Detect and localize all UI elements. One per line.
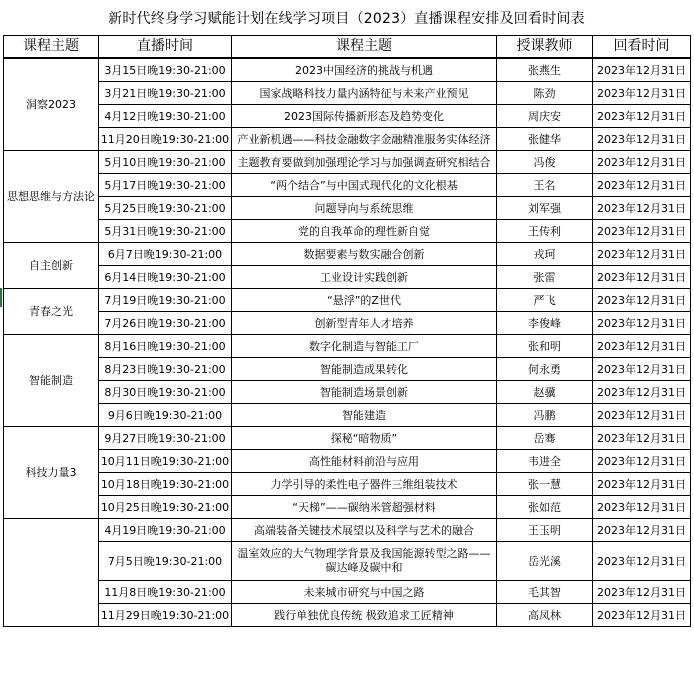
replay-time-cell[interactable]: 2023年12月31日 xyxy=(593,220,691,243)
replay-time-cell[interactable]: 2023年12月31日 xyxy=(593,604,691,627)
topic-cell[interactable]: “悬浮”的Z世代 xyxy=(232,289,497,312)
group-name-cell[interactable]: 思想思维与方法论 xyxy=(4,151,99,243)
table-row xyxy=(4,289,691,312)
replay-time-cell[interactable]: 2023年12月31日 xyxy=(593,151,691,174)
teacher-cell[interactable]: 冯鹏 xyxy=(497,404,593,427)
live-time-cell[interactable]: 6月7日晚19:30-21:00 xyxy=(99,243,232,266)
topic-cell[interactable]: 智能制造成果转化 xyxy=(232,358,497,381)
topic-cell[interactable]: 数据要素与数实融合创新 xyxy=(232,243,497,266)
teacher-cell[interactable]: 王名 xyxy=(497,174,593,197)
table-row xyxy=(4,473,691,496)
teacher-cell[interactable]: 赵骥 xyxy=(497,381,593,404)
teacher-cell[interactable]: 王玉明 xyxy=(497,519,593,542)
schedule-body xyxy=(4,58,691,627)
teacher-cell[interactable]: 戎珂 xyxy=(497,243,593,266)
topic-cell[interactable]: 智能制造场景创新 xyxy=(232,381,497,404)
replay-time-cell[interactable]: 2023年12月31日 xyxy=(593,542,691,581)
header-teacher[interactable]: 授课教师 xyxy=(497,36,593,59)
group-name-cell[interactable]: 智能制造 xyxy=(4,335,99,427)
topic-cell[interactable]: 产业新机遇——科技金融数字金融精准服务实体经济 xyxy=(232,128,497,151)
table-row xyxy=(4,519,691,542)
replay-time-cell[interactable]: 2023年12月31日 xyxy=(593,381,691,404)
replay-time-cell[interactable]: 2023年12月31日 xyxy=(593,581,691,604)
replay-time-cell[interactable]: 2023年12月31日 xyxy=(593,128,691,151)
group-name-cell[interactable]: 科技力量3 xyxy=(4,427,99,519)
topic-cell[interactable]: 高性能材料前沿与应用 xyxy=(232,450,497,473)
teacher-cell[interactable]: 陈劲 xyxy=(497,82,593,105)
header-theme[interactable]: 课程主题 xyxy=(4,36,99,59)
live-time-cell[interactable]: 5月10日晚19:30-21:00 xyxy=(99,151,232,174)
replay-time-cell[interactable]: 2023年12月31日 xyxy=(593,335,691,358)
topic-cell[interactable]: 2023国际传播新形态及趋势变化 xyxy=(232,105,497,128)
live-time-cell[interactable]: 11月8日晚19:30-21:00 xyxy=(99,581,232,604)
group-name-cell[interactable]: 自主创新 xyxy=(4,243,99,289)
table-row xyxy=(4,82,691,105)
table-row xyxy=(4,243,691,266)
topic-cell[interactable]: 2023中国经济的挑战与机遇 xyxy=(232,58,497,82)
table-row xyxy=(4,105,691,128)
topic-cell[interactable]: 未来城市研究与中国之路 xyxy=(232,581,497,604)
live-time-cell[interactable]: 3月15日晚19:30-21:00 xyxy=(99,58,232,82)
topic-cell[interactable]: 工业设计实践创新 xyxy=(232,266,497,289)
table-row xyxy=(4,174,691,197)
replay-time-cell[interactable]: 2023年12月31日 xyxy=(593,519,691,542)
replay-time-cell[interactable]: 2023年12月31日 xyxy=(593,197,691,220)
replay-time-cell[interactable]: 2023年12月31日 xyxy=(593,450,691,473)
live-time-cell[interactable]: 8月16日晚19:30-21:00 xyxy=(99,335,232,358)
live-time-cell[interactable]: 5月25日晚19:30-21:00 xyxy=(99,197,232,220)
replay-time-cell[interactable]: 2023年12月31日 xyxy=(593,404,691,427)
table-row xyxy=(4,404,691,427)
replay-time-cell[interactable]: 2023年12月31日 xyxy=(593,289,691,312)
table-row xyxy=(4,450,691,473)
replay-time-cell[interactable]: 2023年12月31日 xyxy=(593,105,691,128)
replay-time-cell[interactable]: 2023年12月31日 xyxy=(593,174,691,197)
replay-time-cell[interactable]: 2023年12月31日 xyxy=(593,58,691,82)
teacher-cell[interactable]: 冯俊 xyxy=(497,151,593,174)
replay-time-cell[interactable]: 2023年12月31日 xyxy=(593,266,691,289)
row-selection-marker xyxy=(0,288,2,307)
header-row xyxy=(4,36,691,59)
teacher-cell[interactable]: 张和明 xyxy=(497,335,593,358)
replay-time-cell[interactable]: 2023年12月31日 xyxy=(593,243,691,266)
live-time-cell[interactable]: 8月30日晚19:30-21:00 xyxy=(99,381,232,404)
replay-time-cell[interactable]: 2023年12月31日 xyxy=(593,496,691,519)
live-time-cell[interactable]: 10月11日晚19:30-21:00 xyxy=(99,450,232,473)
live-time-cell[interactable]: 5月31日晚19:30-21:00 xyxy=(99,220,232,243)
group-name-cell[interactable]: 洞察2023 xyxy=(4,58,99,151)
live-time-cell[interactable]: 7月5日晚19:30-21:00 xyxy=(99,542,232,581)
live-time-cell[interactable]: 10月18日晚19:30-21:00 xyxy=(99,473,232,496)
live-time-cell[interactable]: 4月12日晚19:30-21:00 xyxy=(99,105,232,128)
live-time-cell[interactable]: 5月17日晚19:30-21:00 xyxy=(99,174,232,197)
table-row xyxy=(4,266,691,289)
topic-cell[interactable]: 践行单独优良传统 极致追求工匠精神 xyxy=(232,604,497,627)
live-time-cell[interactable]: 7月19日晚19:30-21:00 xyxy=(99,289,232,312)
table-row xyxy=(4,312,691,335)
teacher-cell[interactable]: 韦进全 xyxy=(497,450,593,473)
table-row xyxy=(4,358,691,381)
live-time-cell[interactable]: 7月26日晚19:30-21:00 xyxy=(99,312,232,335)
header-live-time[interactable]: 直播时间 xyxy=(99,36,232,59)
group-name-cell[interactable]: 青春之光 xyxy=(4,289,99,335)
teacher-cell[interactable]: 李俊峰 xyxy=(497,312,593,335)
teacher-cell[interactable]: 刘军强 xyxy=(497,197,593,220)
topic-cell[interactable]: 国家战略科技力量内涵特征与未来产业预见 xyxy=(232,82,497,105)
replay-time-cell[interactable]: 2023年12月31日 xyxy=(593,358,691,381)
replay-time-cell[interactable]: 2023年12月31日 xyxy=(593,427,691,450)
teacher-cell[interactable]: 岳骞 xyxy=(497,427,593,450)
table-row xyxy=(4,58,691,82)
teacher-cell[interactable]: 岳光溪 xyxy=(497,542,593,581)
table-row xyxy=(4,220,691,243)
teacher-cell[interactable]: 张如范 xyxy=(497,496,593,519)
teacher-cell[interactable]: 张一慧 xyxy=(497,473,593,496)
replay-time-cell[interactable]: 2023年12月31日 xyxy=(593,473,691,496)
topic-cell[interactable]: “两个结合”与中国式现代化的文化根基 xyxy=(232,174,497,197)
table-row xyxy=(4,197,691,220)
table-row xyxy=(4,496,691,519)
live-time-cell[interactable]: 8月23日晚19:30-21:00 xyxy=(99,358,232,381)
topic-cell[interactable]: 探秘“暗物质” xyxy=(232,427,497,450)
topic-cell[interactable]: “天梯”——碳纳米管超强材料 xyxy=(232,496,497,519)
live-time-cell[interactable]: 3月21日晚19:30-21:00 xyxy=(99,82,232,105)
replay-time-cell[interactable]: 2023年12月31日 xyxy=(593,312,691,335)
topic-cell[interactable]: 数字化制造与智能工厂 xyxy=(232,335,497,358)
table-row xyxy=(4,128,691,151)
teacher-cell[interactable]: 张健华 xyxy=(497,128,593,151)
table-row xyxy=(4,381,691,404)
header-replay-time[interactable]: 回看时间 xyxy=(593,36,691,59)
live-time-cell[interactable]: 11月29日晚19:30-21:00 xyxy=(99,604,232,627)
teacher-cell[interactable]: 何永勇 xyxy=(497,358,593,381)
teacher-cell[interactable]: 毛其智 xyxy=(497,581,593,604)
topic-cell[interactable]: 温室效应的大气物理学背景及我国能源转型之路——碳达峰及碳中和 xyxy=(232,542,497,581)
topic-cell[interactable]: 智能建造 xyxy=(232,404,497,427)
header-topic[interactable]: 课程主题 xyxy=(232,36,497,59)
teacher-cell[interactable]: 张雷 xyxy=(497,266,593,289)
topic-cell[interactable]: 主题教育要做到加强理论学习与加强调查研究相结合 xyxy=(232,151,497,174)
table-row xyxy=(4,427,691,450)
live-time-cell[interactable]: 6月14日晚19:30-21:00 xyxy=(99,266,232,289)
teacher-cell[interactable]: 高凤林 xyxy=(497,604,593,627)
schedule-table xyxy=(3,35,691,627)
topic-cell[interactable]: 党的自我革命的理性新自觉 xyxy=(232,220,497,243)
table-row xyxy=(4,604,691,627)
topic-cell[interactable]: 问题导向与系统思维 xyxy=(232,197,497,220)
table-row xyxy=(4,335,691,358)
teacher-cell[interactable]: 王传利 xyxy=(497,220,593,243)
table-row xyxy=(4,542,691,581)
replay-time-cell[interactable]: 2023年12月31日 xyxy=(593,82,691,105)
table-row xyxy=(4,581,691,604)
teacher-cell[interactable]: 周庆安 xyxy=(497,105,593,128)
topic-cell[interactable]: 力学引导的柔性电子器件三维组装技术 xyxy=(232,473,497,496)
table-row xyxy=(4,151,691,174)
live-time-cell[interactable]: 9月27日晚19:30-21:00 xyxy=(99,427,232,450)
page-title: 新时代终身学习赋能计划在线学习项目（2023）直播课程安排及回看时间表 xyxy=(108,10,585,27)
teacher-cell[interactable]: 严飞 xyxy=(497,289,593,312)
live-time-cell[interactable]: 4月19日晚19:30-21:00 xyxy=(99,519,232,542)
live-time-cell[interactable]: 9月6日晚19:30-21:00 xyxy=(99,404,232,427)
live-time-cell[interactable]: 11月20日晚19:30-21:00 xyxy=(99,128,232,151)
topic-cell[interactable]: 高端装备关键技术展望以及科学与艺术的融合 xyxy=(232,519,497,542)
group-name-cell[interactable] xyxy=(4,519,99,627)
teacher-cell[interactable]: 张燕生 xyxy=(497,58,593,82)
live-time-cell[interactable]: 10月25日晚19:30-21:00 xyxy=(99,496,232,519)
topic-cell[interactable]: 创新型青年人才培养 xyxy=(232,312,497,335)
